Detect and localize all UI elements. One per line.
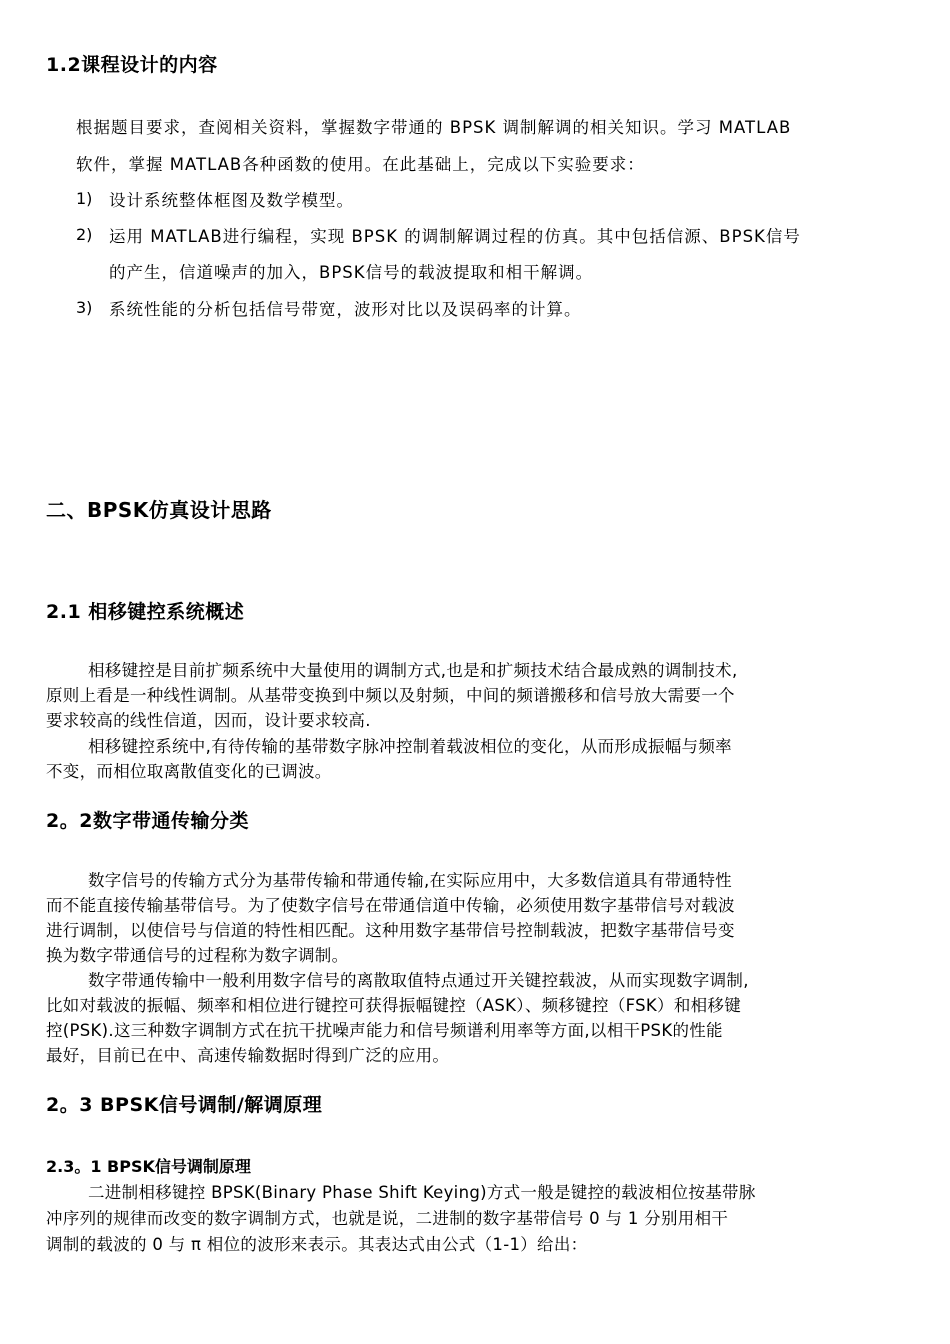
paragraph-line: 换为数字带通信号的过程称为数字调制。 bbox=[46, 946, 349, 965]
intro-line-2: 软件，掌握 MATLAB各种函数的使用。在此基础上，完成以下实验要求： bbox=[76, 155, 645, 174]
section-2-3-heading: 2。3 BPSK信号调制/解调原理 bbox=[46, 1094, 323, 1116]
list-item-number: 2) bbox=[76, 225, 93, 244]
intro-line-1: 根据题目要求，查阅相关资料，掌握数字带通的 BPSK 调制解调的相关知识。学习 MATLAB bbox=[76, 118, 792, 137]
chapter-2-heading: 二、BPSK仿真设计思路 bbox=[46, 498, 272, 522]
list-item-text: 设计系统整体框图及数学模型。 bbox=[109, 191, 354, 210]
list-item-text: 系统性能的分析包括信号带宽，波形对比以及误码率的计算。 bbox=[109, 300, 582, 319]
list-item-text-continued: 的产生，信道噪声的加入，BPSK信号的载波提取和相干解调。 bbox=[109, 263, 594, 282]
paragraph-line: 相移键控系统中,有待传输的基带数字脉冲控制着载波相位的变化，从而形成振幅与频率 bbox=[88, 737, 732, 756]
paragraph-line: 数字带通传输中一般利用数字信号的离散取值特点通过开关键控载波，从而实现数字调制, bbox=[88, 971, 749, 990]
paragraph-line: 不变，而相位取离散值变化的已调波。 bbox=[46, 762, 332, 781]
paragraph-line: 二进制相移键控 BPSK(Binary Phase Shift Keying)方式一般是键控的载波相位按基带脉 bbox=[88, 1183, 756, 1202]
list-item-number: 1) bbox=[76, 189, 93, 208]
paragraph-line: 控(PSK).这三种数字调制方式在抗干扰噪声能力和信号频谱利用率等方面,以相干PSK的性能 bbox=[46, 1021, 723, 1040]
paragraph-line: 而不能直接传输基带信号。为了使数字信号在带通信道中传输，必须使用数字基带信号对载波 bbox=[46, 896, 735, 915]
section-2-2-heading: 2。2数字带通传输分类 bbox=[46, 810, 249, 832]
paragraph-line: 冲序列的规律而改变的数字调制方式，也就是说，二进制的数字基带信号 0 与 1 分别用相干 bbox=[46, 1209, 729, 1228]
paragraph-line: 原则上看是一种线性调制。从基带变换到中频以及射频，中间的频谱搬移和信号放大需要一个 bbox=[46, 686, 735, 705]
section-2-3-1-heading: 2.3。1 BPSK信号调制原理 bbox=[46, 1157, 251, 1176]
section-1-2-heading: 1.2课程设计的内容 bbox=[46, 54, 218, 76]
paragraph-line: 要求较高的线性信道，因而，设计要求较高. bbox=[46, 711, 371, 730]
list-item-text: 运用 MATLAB进行编程，实现 BPSK 的调制解调过程的仿真。其中包括信源、BPSK信号 bbox=[109, 227, 801, 246]
paragraph-line: 调制的载波的 0 与 π 相位的波形来表示。其表达式由公式（1-1）给出： bbox=[46, 1235, 588, 1254]
paragraph-line: 数字信号的传输方式分为基带传输和带通传输,在实际应用中，大多数信道具有带通特性 bbox=[88, 871, 732, 890]
paragraph-line: 比如对载波的振幅、频率和相位进行键控可获得振幅键控（ASK）、频移键控（FSK）和相移键 bbox=[46, 996, 742, 1015]
section-2-1-heading: 2.1 相移键控系统概述 bbox=[46, 601, 245, 623]
list-item-number: 3) bbox=[76, 298, 93, 317]
paragraph-line: 相移键控是目前扩频系统中大量使用的调制方式,也是和扩频技术结合最成熟的调制技术, bbox=[88, 661, 738, 680]
paragraph-line: 最好，目前已在中、高速传输数据时得到广泛的应用。 bbox=[46, 1046, 450, 1065]
paragraph-line: 进行调制，以使信号与信道的特性相匹配。这种用数字基带信号控制载波，把数字基带信号变 bbox=[46, 921, 735, 940]
